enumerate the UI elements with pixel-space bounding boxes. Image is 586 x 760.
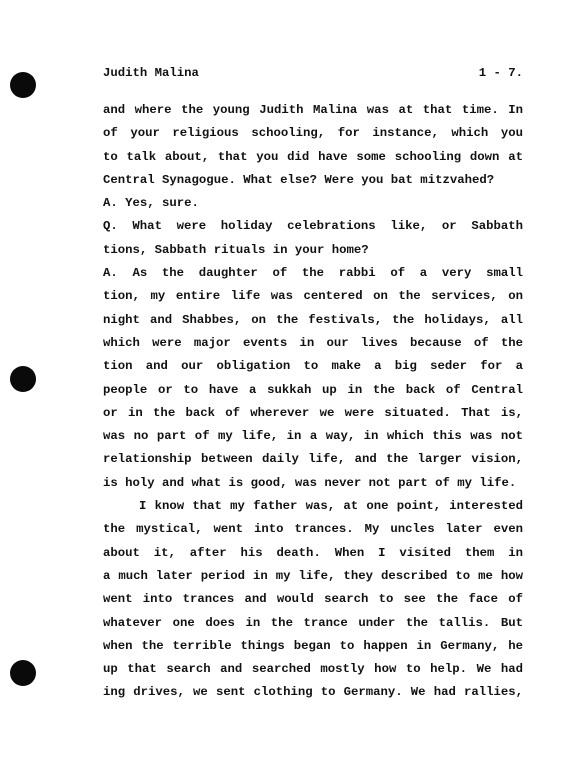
transcript-line: went into trances and would search to see the face of (103, 592, 523, 607)
transcript-line: tion, my entire life was centered on the services, on (103, 289, 523, 304)
transcript-line: tion and our obligation to make a big seder for a (103, 359, 523, 374)
binder-hole-middle (10, 366, 36, 392)
transcript-line: a much later period in my life, they described to me how (103, 568, 523, 583)
transcript-line: is holy and what is good, was never not part of my life. (103, 475, 517, 490)
transcript-line: about it, after his death. When I visited them in (103, 545, 523, 560)
transcript-line: or in the back of wherever we were situated. That is, (103, 405, 523, 420)
transcript-line: people or to have a sukkah up in the back of Central (103, 382, 523, 397)
page-header (103, 66, 523, 82)
transcript-line: the mystical, went into trances. My uncles later even (103, 522, 523, 537)
transcript-line: A. As the daughter of the rabbi of a very small (103, 266, 523, 281)
transcript-line: and where the young Judith Malina was at that time. In (103, 103, 523, 117)
transcript-line: was no part of my life, in a way, in which this was not (103, 429, 523, 444)
transcript-line: night and Shabbes, on the festivals, the holidays, all (103, 312, 523, 327)
transcript-line: tions, Sabbath rituals in your home? (103, 242, 369, 257)
transcript-line: when the terrible things began to happen in Germany, he (103, 638, 523, 653)
transcript-line: ing drives, we sent clothing to Germany. We had rallies, (103, 685, 523, 700)
transcript-line: Q. What were holiday celebrations like, or Sabbath (103, 219, 523, 234)
transcript-body (103, 99, 523, 705)
binder-hole-bottom (10, 660, 36, 686)
transcript-line: which were major events in our lives because of the (103, 335, 523, 350)
transcript-line: Central Synagogue. What else? Were you bat mitzvahed? (103, 172, 495, 187)
transcript-line: whatever one does in the trance under the tallis. But (103, 615, 523, 630)
transcript-line: relationship between daily life, and the larger vision, (103, 452, 523, 467)
transcript-line: I know that my father was, at one point, interested (139, 499, 523, 514)
transcript-line: up that search and searched mostly how to help. We had (103, 662, 523, 677)
transcript-line: A. Yes, sure. (103, 196, 199, 211)
transcript-line: to talk about, that you did have some schooling down at (103, 149, 523, 164)
header-page-number: 1 - 7. (478, 66, 523, 80)
binder-hole-top (10, 72, 36, 98)
header-author: Judith Malina (103, 66, 199, 80)
transcript-line: of your religious schooling, for instance, which you (103, 126, 523, 141)
